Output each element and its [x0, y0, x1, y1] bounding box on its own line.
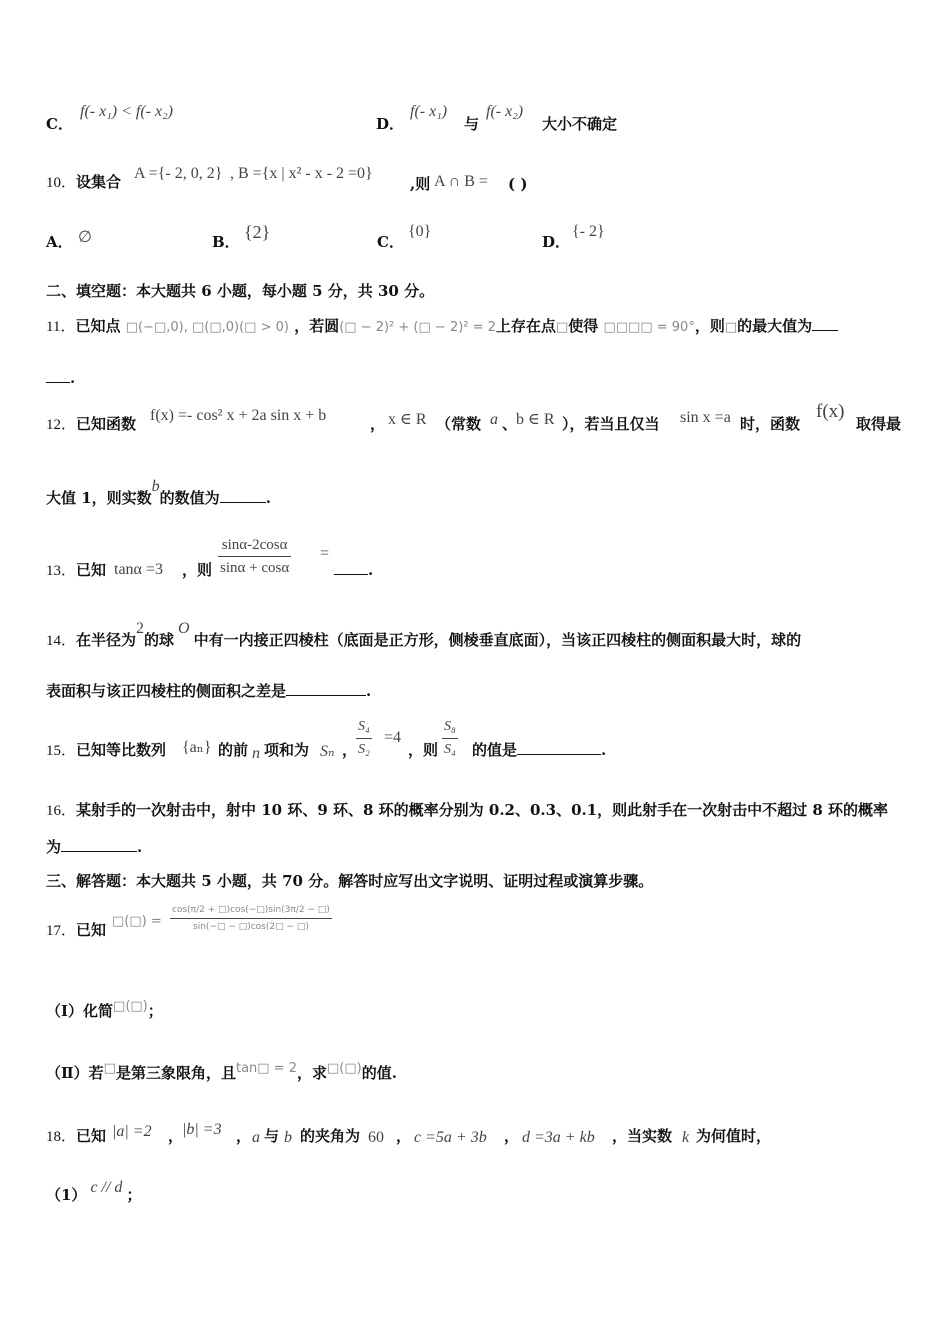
question-number: 17．	[46, 923, 77, 939]
section-heading-fill-in: 二、填空题：本大题共 6 小题，每小题 5 分，共 30 分。	[46, 282, 435, 300]
question-text: ，	[370, 415, 386, 433]
numerator: S₈	[442, 716, 458, 739]
answer-blank	[286, 695, 366, 696]
denominator: sin(−□ − □)cos(2□ − □)	[193, 922, 309, 932]
q10-options	[46, 222, 605, 252]
question-text: 为何值时，	[696, 1127, 772, 1145]
q9-option-c	[46, 103, 173, 134]
math-expression: tanα =3	[114, 561, 163, 578]
math-expression: f(- x₂)	[486, 103, 524, 120]
question-text: 使得	[568, 317, 599, 335]
answer-area	[472, 740, 606, 760]
question-12	[46, 401, 902, 435]
math-expression: b ∈ R	[516, 411, 555, 428]
q11-continuation	[46, 368, 75, 388]
part-end: ；	[147, 1002, 163, 1020]
fraction	[356, 716, 372, 761]
math-expression: □(□)	[327, 1061, 362, 1076]
math-expression: f(x)	[816, 401, 845, 422]
section-heading-solutions: 三、解答题：本大题共 5 小题，共 70 分。解答时应写出文字说明、证明过程或演算步骤。	[46, 872, 654, 890]
math-expression: sin x =a	[680, 409, 731, 426]
question-number: 13．	[46, 563, 77, 579]
denominator: sinα + cosα	[220, 560, 290, 576]
question-10	[46, 165, 528, 193]
math-variable: □	[724, 320, 738, 335]
q14-continuation	[46, 681, 371, 701]
math-expression: |a| =2	[112, 1123, 152, 1140]
math-value: 60	[368, 1129, 384, 1146]
question-number: 12．	[46, 417, 77, 433]
math-expression: f(- x₁)	[410, 103, 448, 120]
part-end: ；	[126, 1186, 142, 1204]
denominator: S₄	[444, 742, 456, 757]
fraction	[218, 534, 291, 579]
math-variable: 2	[136, 620, 145, 637]
sequence-symbol: {aₙ}	[182, 739, 212, 756]
part-label: （Ⅱ）若	[46, 1064, 104, 1082]
math-expression: x ∈ R	[388, 411, 427, 428]
answer-blank	[61, 851, 137, 852]
question-end: .	[70, 369, 76, 387]
denominator: S₂	[358, 742, 370, 757]
question-text: 设集合	[76, 173, 122, 191]
math-expression: □(−□,0), □(□,0)(□ > 0)	[125, 320, 289, 335]
question-text: 已知等比数列	[76, 741, 167, 759]
math-variable: n	[252, 745, 260, 762]
question-text: 大值 1，则实数	[46, 489, 152, 507]
q9-option-d	[376, 103, 618, 134]
question-text: ，	[396, 1127, 412, 1145]
question-text: ），若当且仅当	[562, 415, 660, 433]
math-variable: O	[178, 620, 190, 637]
option-d-value: {- 2}	[572, 223, 605, 240]
numerator: sinα-2cosα	[218, 534, 291, 557]
question-text: ，则	[694, 317, 725, 335]
question-end: .	[137, 838, 143, 856]
question-text: ，	[504, 1127, 520, 1145]
question-text: 取得最	[856, 415, 902, 433]
question-text: ，当实数	[612, 1127, 673, 1145]
question-text: 的数值为	[159, 489, 220, 507]
option-label: D．	[376, 115, 405, 133]
question-number: 18．	[46, 1129, 77, 1145]
answer-blank	[46, 382, 70, 383]
question-text: 表面积与该正四棱柱的侧面积之差是	[46, 682, 287, 700]
question-text: ，则	[408, 741, 439, 759]
question-text: 的最大值为	[737, 317, 813, 335]
answer-blank	[334, 574, 368, 575]
question-text: 与	[264, 1127, 280, 1145]
option-label: D．	[542, 233, 571, 251]
question-number: 11．	[46, 319, 76, 335]
equals-sign: =	[320, 545, 330, 562]
question-text: 在半径为	[76, 631, 137, 649]
math-expression: c =5a + 3b	[414, 1129, 487, 1146]
question-text: ,则	[410, 175, 431, 193]
question-end: .	[601, 741, 607, 759]
q18-part-1	[46, 1179, 142, 1206]
part-label: （Ⅰ）化简	[46, 1002, 114, 1020]
answer-blank	[517, 754, 601, 755]
math-variable: k	[682, 1129, 690, 1146]
question-text: ，求	[296, 1064, 327, 1082]
question-text: 已知	[76, 561, 107, 579]
question-14	[46, 620, 802, 651]
question-text: 某射手的一次射击中，射中 10 环、9 环、8 环的概率分别为 0.2、0.3、0.1，则此射手在一次射击中不超过 8 环的概率	[76, 801, 889, 819]
question-text: 已知点	[75, 317, 121, 335]
option-label: B．	[212, 233, 240, 251]
question-15	[46, 719, 607, 762]
question-text: 是第三象限角，且	[115, 1064, 236, 1082]
math-expression: f(- x₁) < f(- x₂)	[80, 103, 173, 120]
math-variable: a	[490, 411, 498, 428]
question-text: ，	[342, 741, 358, 759]
question-11	[46, 316, 838, 338]
math-expression: (□ − 2)² + (□ − 2)² = 2	[339, 320, 496, 335]
math-expression: □(□) =	[112, 914, 162, 929]
question-18	[46, 1121, 772, 1147]
question-text: 的前	[218, 741, 249, 759]
math-expression: tan□ = 2	[235, 1061, 297, 1076]
math-expression: c // d	[90, 1179, 123, 1196]
math-expression: |b| =3	[182, 1121, 222, 1138]
question-text: 的夹角为	[300, 1127, 361, 1145]
question-end: .	[265, 489, 271, 507]
option-text: 大小不确定	[542, 115, 618, 133]
math-expression: d =3a + kb	[522, 1129, 595, 1146]
fraction	[170, 902, 332, 935]
set-b: , B ={x | x² - x - 2 =0}	[230, 165, 373, 182]
q16-continuation	[46, 837, 142, 857]
option-label: C．	[377, 233, 404, 251]
question-16	[46, 800, 888, 821]
option-label: C．	[46, 115, 73, 133]
question-text: ，则	[182, 561, 213, 579]
question-text: 、	[502, 415, 518, 433]
question-text: 的值是	[472, 741, 518, 759]
question-text: 已知函数	[76, 415, 137, 433]
question-text: 中有一内接正四棱柱（底面是正方形，侧棱垂直底面），当该正四棱柱的侧面积最大时，球的	[193, 631, 802, 649]
set-a: A ={- 2, 0, 2}	[134, 165, 223, 182]
question-number: 10．	[46, 175, 77, 191]
question-end: .	[366, 682, 372, 700]
math-expression: □(□)	[113, 999, 148, 1014]
answer-blank	[812, 330, 838, 331]
connector-text: 与	[464, 115, 480, 133]
option-c-value: {0}	[408, 223, 432, 240]
question-text: 已知	[76, 921, 107, 939]
question-text: ，若圆	[294, 317, 340, 335]
question-text: 上存在点	[495, 317, 556, 335]
question-text: 时，函数	[740, 415, 801, 433]
question-text: ，	[236, 1127, 252, 1145]
question-text: 已知	[76, 1127, 107, 1145]
math-variable: □	[103, 1061, 116, 1076]
question-number: 16．	[46, 803, 77, 819]
math-variable: a	[252, 1129, 260, 1146]
math-expression: A ∩ B =	[434, 173, 488, 190]
answer-area	[334, 560, 373, 580]
q17-part-2	[46, 1063, 397, 1085]
part-label: （1）	[46, 1186, 87, 1204]
math-variable: b	[151, 478, 160, 495]
math-expression: =4	[384, 729, 402, 746]
part-end: 的值.	[361, 1064, 397, 1082]
answer-blank	[220, 502, 266, 503]
option-b-value: {2}	[244, 222, 271, 242]
q12-continuation	[46, 478, 271, 509]
question-text: ，	[168, 1127, 184, 1145]
math-variable: □	[555, 320, 569, 335]
question-text: 项和为	[264, 741, 310, 759]
question-text: 为	[46, 838, 62, 856]
question-text: （常数	[436, 415, 482, 433]
numerator: cos(π/2 + □)cos(−□)sin(3π/2 − □)	[170, 902, 332, 919]
option-label: A．	[46, 233, 73, 251]
function-expression: f(x) =- cos² x + 2a sin x + b	[150, 407, 327, 424]
math-variable: Sₙ	[320, 743, 335, 760]
question-number: 14．	[46, 633, 77, 649]
question-end: .	[368, 561, 374, 579]
q17-part-1	[46, 1001, 163, 1023]
math-expression: □□□□ = 90°	[603, 320, 695, 335]
question-number: 15．	[46, 743, 77, 759]
answer-paren: ( )	[508, 175, 528, 193]
numerator: S₄	[356, 716, 372, 739]
option-a-value: ∅	[78, 229, 92, 246]
question-text: 的球	[144, 631, 175, 649]
math-variable: b	[284, 1129, 292, 1146]
fraction	[442, 716, 458, 761]
